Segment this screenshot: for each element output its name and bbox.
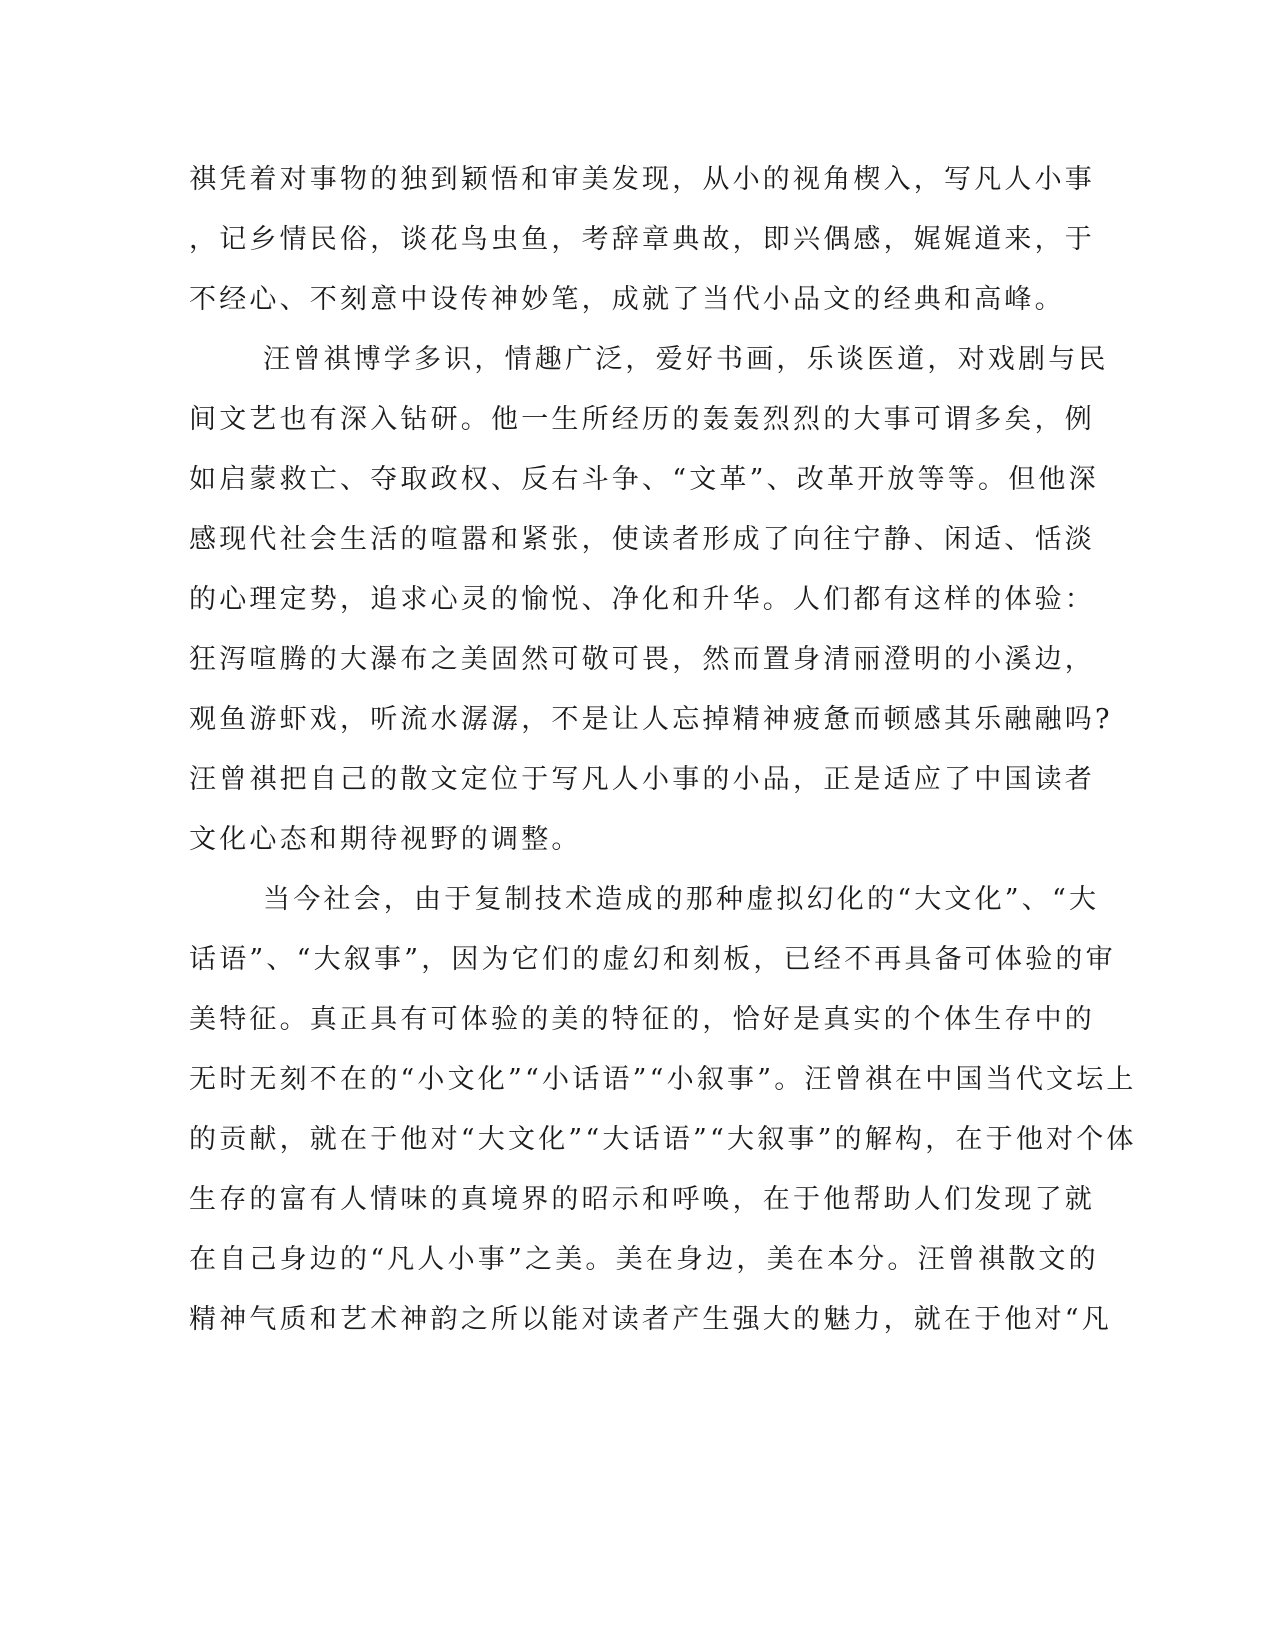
- text-line: 美特征。真正具有可体验的美的特征的，恰好是真实的个体生存中的: [189, 1004, 1095, 1035]
- text-line: 感现代社会生活的喧嚣和紧张，使读者形成了向往宁静、闲适、恬淡: [189, 524, 1095, 555]
- text-line: 汪曾祺把自己的散文定位于写凡人小事的小品，正是适应了中国读者: [189, 764, 1095, 795]
- text-line: 观鱼游虾戏，听流水潺潺，不是让人忘掉精神疲惫而顿感其乐融融吗?: [189, 704, 1113, 735]
- text-line: 不经心、不刻意中设传神妙笔，成就了当代小品文的经典和高峰。: [189, 284, 1065, 315]
- text-line: 在自己身边的“凡人小事”之美。美在身边，美在本分。汪曾祺散文的: [189, 1244, 1099, 1275]
- text-line: 如启蒙救亡、夺取政权、反右斗争、“文革”、改革开放等等。但他深: [189, 464, 1099, 495]
- text-line: 间文艺也有深入钻研。他一生所经历的轰轰烈烈的大事可谓多矣，例: [189, 404, 1095, 435]
- paragraph-first-line: 汪曾祺博学多识，情趣广泛，爱好书画，乐谈医道，对戏剧与民: [263, 344, 1109, 375]
- text-line: ，记乡情民俗，谈花鸟虫鱼，考辞章典故，即兴偶感，娓娓道来，于: [189, 224, 1095, 255]
- paragraph-first-line: 当今社会，由于复制技术造成的那种虚拟幻化的“大文化”、“大: [263, 884, 1100, 915]
- text-line: 的贡献，就在于他对“大文化”“大话语”“大叙事”的解构，在于他对个体: [189, 1124, 1137, 1155]
- text-line: 的心理定势，追求心灵的愉悦、净化和升华。人们都有这样的体验：: [189, 584, 1095, 615]
- text-line: 无时无刻不在的“小文化”“小话语”“小叙事”。汪曾祺在中国当代文坛上: [189, 1064, 1137, 1095]
- text-line: 狂泻喧腾的大瀑布之美固然可敬可畏，然而置身清丽澄明的小溪边，: [189, 644, 1095, 675]
- text-line: 文化心态和期待视野的调整。: [189, 824, 582, 855]
- text-line: 话语”、“大叙事”，因为它们的虚幻和刻板，已经不再具备可体验的审: [189, 944, 1116, 975]
- text-line: 精神气质和艺术神韵之所以能对读者产生强大的魅力，就在于他对“凡: [189, 1304, 1113, 1335]
- text-line: 生存的富有人情味的真境界的昭示和呼唤，在于他帮助人们发现了就: [189, 1184, 1095, 1215]
- text-line: 祺凭着对事物的独到颖悟和审美发现，从小的视角楔入，写凡人小事: [189, 164, 1095, 195]
